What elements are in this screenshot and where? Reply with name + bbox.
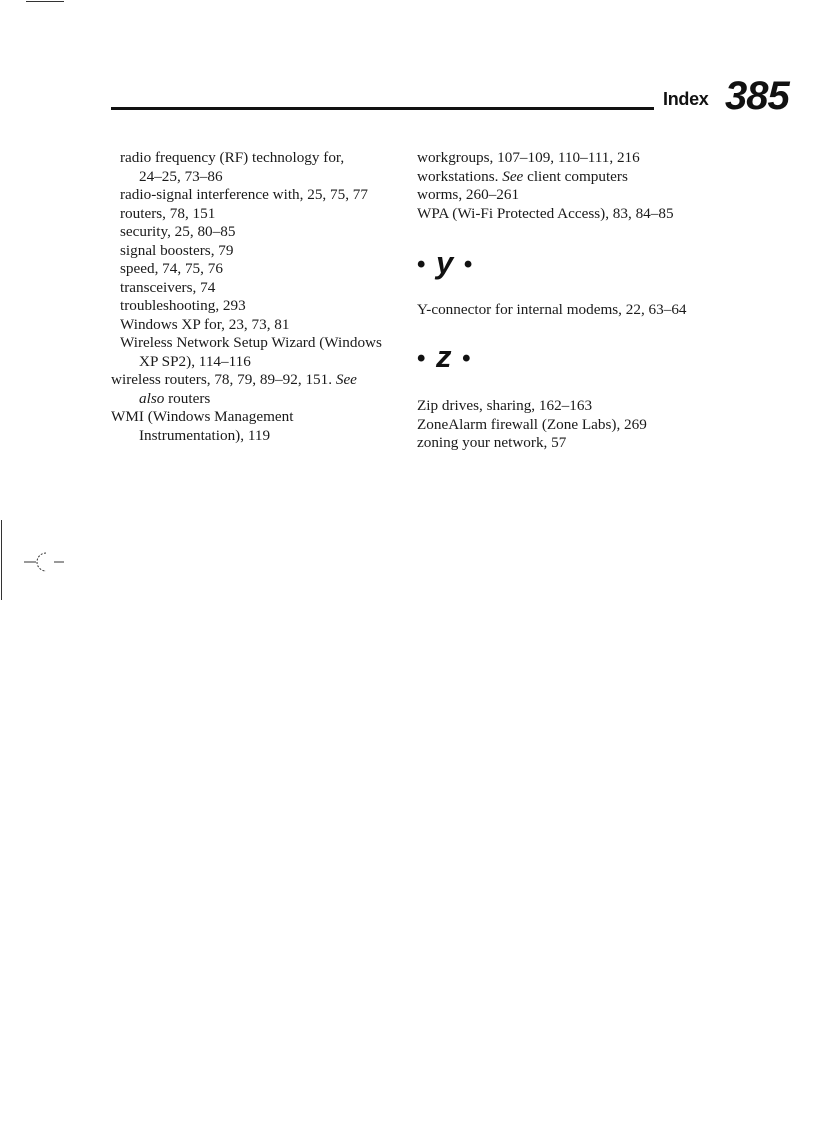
bullet-icon: • [417, 250, 427, 278]
letter-heading-y [417, 246, 727, 282]
registration-mark-icon [24, 551, 68, 573]
crop-mark-left [1, 520, 2, 600]
index-entry: workgroups, 107–109, 110–111, 216 [417, 149, 640, 166]
index-subentry: security, 25, 80–85 [120, 223, 236, 240]
entry-text: client computers [523, 167, 628, 185]
index-column-left [111, 149, 406, 445]
header-rule [111, 107, 654, 110]
index-subentry: speed, 74, 75, 76 [120, 260, 223, 277]
index-entry: Y-connector for internal modems, 22, 63–64 [417, 300, 687, 318]
crop-mark-top [26, 1, 64, 2]
index-entry: WMI (Windows Management [111, 408, 294, 425]
index-entry [417, 168, 727, 187]
index-entry: zoning your network, 57 [417, 434, 567, 452]
index-entry-continuation [111, 390, 406, 409]
cross-reference-see: See [335, 371, 357, 388]
index-entry-continuation: Instrumentation), 119 [139, 426, 271, 444]
index-column-right [417, 149, 727, 453]
index-subentry: radio-signal interference with, 25, 75, 77 [120, 186, 368, 203]
letter-heading-z [417, 340, 727, 376]
index-subentry: radio frequency (RF) technology for, [120, 149, 345, 166]
bullet-icon: • [462, 345, 472, 373]
index-entry: WPA (Wi-Fi Protected Access), 83, 84–85 [417, 204, 674, 222]
index-entry: ZoneAlarm firewall (Zone Labs), 269 [417, 415, 647, 433]
bullet-icon: • [417, 345, 427, 373]
index-subentry-continuation: XP SP2), 114–116 [139, 352, 251, 370]
index-entry: worms, 260–261 [417, 186, 520, 203]
bullet-icon: • [463, 250, 474, 278]
index-subentry: signal boosters, 79 [120, 241, 234, 259]
index-entry [111, 371, 406, 390]
running-header-label: Index [663, 89, 709, 109]
index-subentry: Windows XP for, 23, 73, 81 [120, 315, 290, 333]
cross-reference-see: See [502, 167, 524, 185]
index-subentry: routers, 78, 151 [120, 204, 216, 222]
index-subentry-continuation: 24–25, 73–86 [139, 167, 223, 185]
entry-text: routers [164, 389, 211, 407]
heading-letter: z [436, 339, 453, 375]
index-entry: Zip drives, sharing, 162–163 [417, 397, 593, 415]
index-subentry: transceivers, 74 [120, 278, 216, 296]
page-number: 385 [725, 74, 789, 118]
cross-reference-also: also [139, 389, 165, 407]
entry-text: wireless routers, 78, 79, 89–92, 151. [111, 371, 336, 388]
heading-letter: y [436, 245, 455, 280]
index-subentry: Wireless Network Setup Wizard (Windows [120, 334, 382, 351]
entry-text: workstations. [417, 167, 503, 185]
index-subentry: troubleshooting, 293 [120, 297, 246, 314]
